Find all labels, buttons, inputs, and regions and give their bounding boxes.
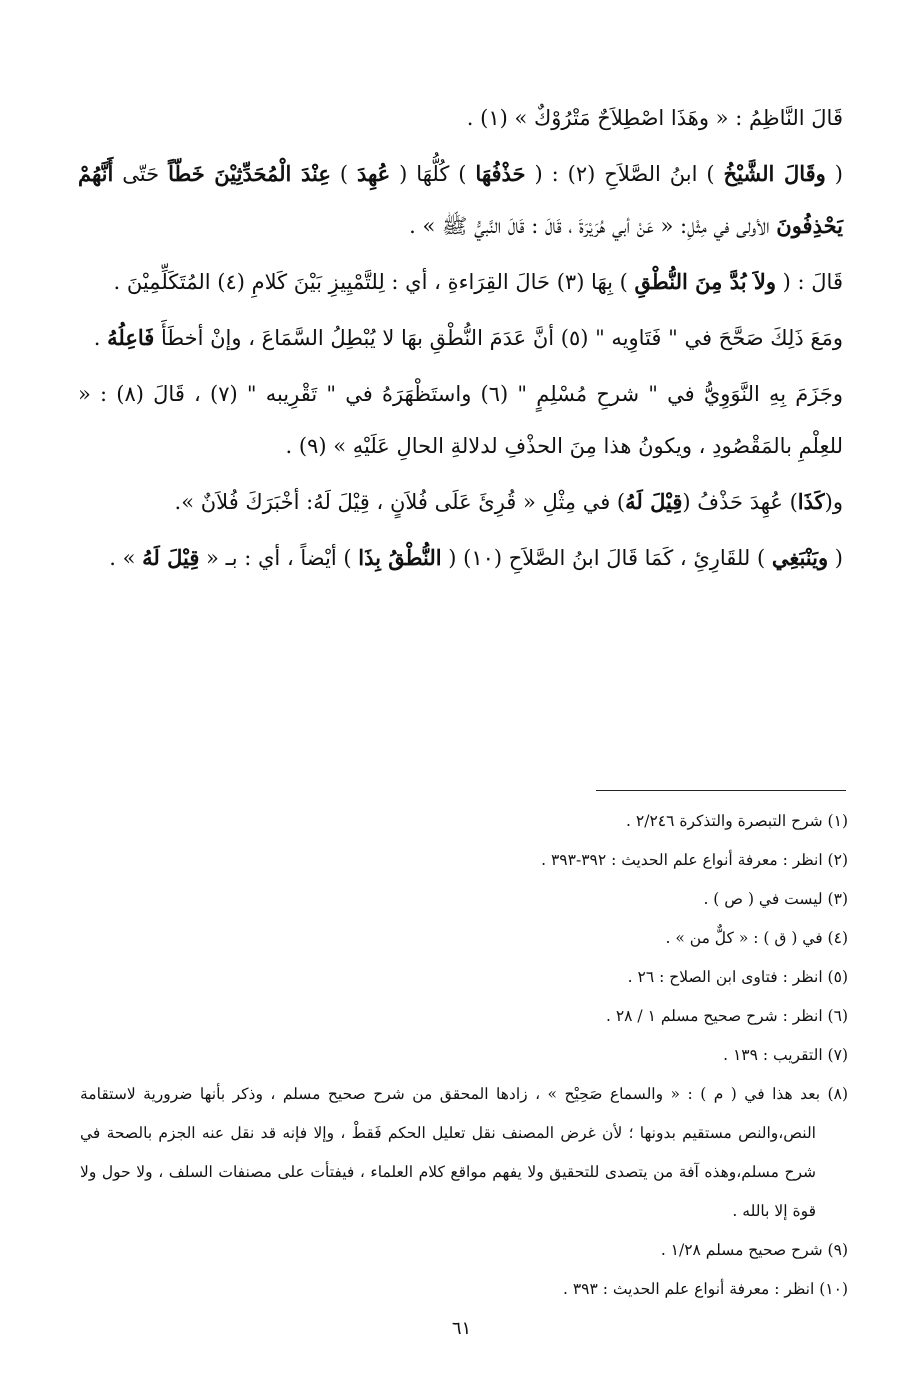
- paragraph-7: [78, 532, 843, 584]
- main-text: [78, 92, 843, 584]
- text-run: ) كُلُّهَا (: [390, 162, 476, 186]
- text-run: .: [93, 326, 108, 350]
- footnote-9: (٩) شرح صحيح مسلم ١/٢٨ .: [660, 1241, 848, 1259]
- text-run: و(: [824, 490, 843, 514]
- text-run: وقَالَ الشَّيْخُ: [723, 161, 826, 186]
- text-run: ) بِهَا (٣) حَالَ القِرَاءةِ ، أي : لِلتَّمْيِيزِ بَيْنَ كَلامِ (٤) المُتَكَلِّمِيْنَ .: [113, 270, 635, 294]
- text-run: » .: [109, 546, 143, 570]
- paragraph-6: [78, 476, 843, 528]
- footnote-1: (١) شرح التبصرة والتذكرة ٢/٢٤٦ .: [626, 812, 848, 830]
- footnote-5: (٥) انظر : فتاوى ابن الصلاح : ٢٦ .: [627, 968, 848, 986]
- footnote-6: (٦) انظر : شرح صحيح مسلم ١ / ٢٨ .: [605, 1007, 848, 1025]
- footnote-10: (١٠) انظر : معرفة أنواع علم الحديث : ٣٩٣ .: [563, 1280, 848, 1298]
- text-run: عِنْدَ الْمُحَدِّثِيْنَ خَطّاً: [168, 161, 331, 186]
- text-run: ): [330, 162, 357, 186]
- text-run: (: [828, 546, 843, 570]
- paragraph-3: [78, 256, 843, 308]
- text-run: ) عُهِدَ حَذْفُ (: [682, 490, 798, 514]
- text-run: كَذَا: [797, 489, 825, 514]
- paragraph-2: [78, 148, 843, 252]
- text-run: النُّطْقُ بِذَا: [358, 545, 442, 570]
- page-number: ٦١: [451, 1318, 472, 1339]
- text-run: ويَنْبَغِي: [771, 545, 829, 570]
- text-run: حَتّى: [113, 162, 169, 186]
- footnotes: [80, 802, 848, 1309]
- paragraph-5: وجَزَمَ بِهِ النَّوَوِيُّ في " شرحِ مُسْلِمٍ " (٦) واستَظْهَرَهُ في " تَقْرِيبه " (٧) ، قَالَ (٨) : « للعِلْمِ بالمَقْصُودِ ، ويكونُ هذا مِنَ الحذْفِ لدلالةِ الحالِ عَلَيْهِ » (٩) .: [78, 382, 844, 458]
- paragraph-1: قَالَ النَّاظِمُ : « وهَذَا اصْطِلاَحٌ مَتْرُوْكٌ » (١) .: [466, 106, 843, 130]
- text-run: قِيْلَ لَهُ: [142, 545, 200, 570]
- text-run: حَذْفُهَا: [475, 161, 526, 186]
- text-run: فَاعِلُهُ: [107, 325, 155, 350]
- text-run: ) ابنُ الصَّلاَحِ (٢) : (: [525, 162, 724, 186]
- text-run: ولاَ بُدَّ مِنَ النُّطْقِ: [634, 269, 776, 294]
- text-run: عُهِدَ: [356, 161, 391, 186]
- footnote-2: (٢) انظر : معرفة أنواع علم الحديث : ٣٩٢-٣٩٣ .: [541, 851, 848, 869]
- footnote-3: (٣) ليست في ( ص ) .: [703, 890, 848, 908]
- text-run: ومَعَ ذَلِكَ صَحَّحَ في " فَتَاوِيه " (٥) أنَّ عَدَمَ النُّطْقِ بهَا لا يُبْطِلُ السَّمَاعَ ، وإنْ أخطَأَ: [154, 326, 843, 350]
- text-run: ) أيْضاً ، أي : بـ «: [199, 546, 359, 570]
- text-run: ) في مِثْلِ « قُرِئَ عَلَى فُلاَنٍ ، قِيْلَ لَهُ: أخْبَرَكَ فُلاَنٌ ».: [174, 490, 626, 514]
- text-run: أَنَّهُمْ يَحْذِفُونَ: [78, 161, 843, 238]
- paragraph-4: [78, 312, 843, 364]
- text-run: قِيْلَ لَهُ: [625, 489, 683, 514]
- text-run: ) للقَارِئِ ، كَمَا قَالَ ابنُ الصَّلاَحِ (١٠) (: [441, 546, 772, 570]
- text-run: الأولى في مِثْلِ: « عَنْ أبي هُرَيْرَةَ ، قَالَ : قَالَ النَّبيُّ ﷺ » .: [409, 214, 777, 238]
- footnote-4: (٤) في ( ق ) : « كلٌّ من » .: [665, 929, 848, 947]
- footnote-7: (٧) التقريب : ١٣٩ .: [723, 1046, 848, 1064]
- footnote-8: (٨) بعد هذا في ( م ) : « والسماع صَحِيْح » ، زادها المحقق من شرح صحيح مسلم ، وذكر بأنها ضرورية لاستقامة النص،والنص مستقيم بدونها ؛ لأن غرض المصنف نقل تعليل الحكم فَقطْ ، وإلا فإنه قد نقل عنه الجزم بالصحة في شرح مسلم،وهذه آفة من يتصدى للتحقيق ولا يفهم مواقع كلام العلماء ، فيفتأت على مصنفات السلف ، ولا حول ولا قوة إلا بالله .: [80, 1085, 848, 1220]
- text-run: (: [825, 162, 843, 186]
- text-run: قَالَ : (: [776, 270, 843, 294]
- footnote-separator: [596, 790, 846, 791]
